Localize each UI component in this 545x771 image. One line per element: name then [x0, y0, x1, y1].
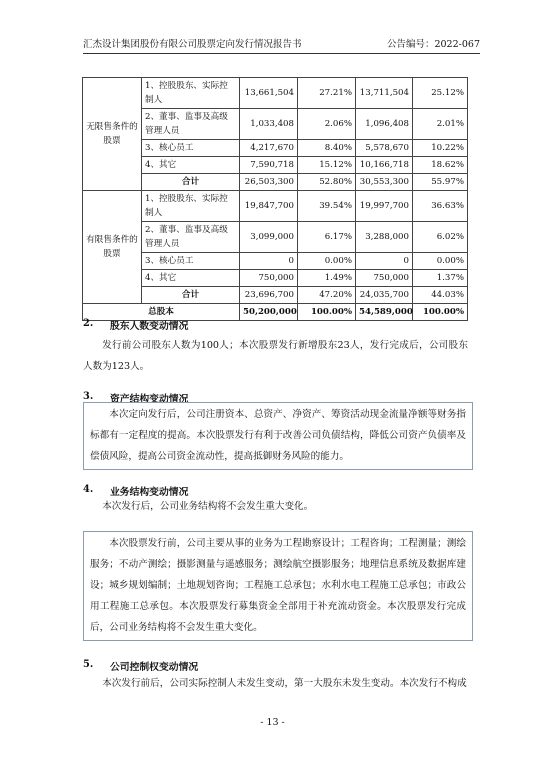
table-cell: 100.00% — [413, 304, 468, 321]
row-label: 2、董事、监事及高级管理人员 — [142, 222, 240, 253]
header-company: 汇杰设计集团股份有限公司股票定向发行情况报告书 — [83, 39, 302, 50]
table-cell: 18.62% — [413, 157, 468, 174]
table-cell: 54,589,000 — [356, 304, 413, 321]
table-cell: 750,000 — [240, 270, 298, 287]
subtotal-label: 合计 — [142, 174, 240, 191]
section-4-heading: 4. 业务结构变动情况 — [83, 484, 189, 498]
section-2-heading: 2. 股东人数变动情况 — [83, 318, 189, 332]
table-cell: 5,578,670 — [356, 140, 413, 157]
row-label: 1、控股股东、实际控制人 — [142, 78, 240, 109]
table-cell: 25.12% — [413, 78, 468, 109]
row-label: 2、董事、监事及高级管理人员 — [142, 109, 240, 140]
group-label: 无限售条件的股票 — [83, 78, 142, 191]
table-cell: 0 — [240, 253, 298, 270]
share-structure-table — [82, 77, 468, 321]
table-cell: 52.80% — [298, 174, 356, 191]
table-cell: 36.63% — [413, 191, 468, 222]
table-cell: 10,166,718 — [356, 157, 413, 174]
row-label: 1、控股股东、实际控制人 — [142, 191, 240, 222]
table-cell: 30,553,300 — [356, 174, 413, 191]
table-cell: 1.49% — [298, 270, 356, 287]
section-2-title: 股东人数变动情况 — [110, 321, 189, 332]
table-cell: 2.06% — [298, 109, 356, 140]
group-label: 有限售条件的股票 — [83, 191, 142, 304]
table-cell: 24,035,700 — [356, 287, 413, 304]
table-row — [83, 78, 468, 109]
page-header — [83, 36, 480, 54]
table-cell: 19,847,700 — [240, 191, 298, 222]
table-cell: 4,217,670 — [240, 140, 298, 157]
table-cell: 0 — [356, 253, 413, 270]
table-cell: 1.37% — [413, 270, 468, 287]
table-cell: 2.01% — [413, 109, 468, 140]
section-4-text: 本次发行后，公司业务结构将不会发生重大变化。 — [102, 501, 314, 512]
row-label: 3、核心员工 — [142, 253, 240, 270]
table-cell: 3,288,000 — [356, 222, 413, 253]
table-cell: 23,696,700 — [240, 287, 298, 304]
section-4-box: 本次股票发行前，公司主要从事的业务为工程勘察设计；工程咨询；工程测量；测绘服务；不动产测绘；摄影测量与遥感服务；测绘航空摄影服务；地理信息系统及数据库建设；城乡规划编制；土地规划咨询；工程施工总承包；水利水电工程施工总承包；市政公用工程施工总承包。本次股票发行募集资金全部用于补充流动资金。本次股票发行完成后，公司业务结构将不会发生重大变化。 — [83, 531, 473, 641]
section-2-text: 发行前公司股东人数为100人；本次股票发行新增股东23人，发行完成后，公司股东人数为123人。 — [83, 340, 468, 372]
page-number: - 13 - — [260, 717, 285, 728]
row-label: 4、其它 — [142, 270, 240, 287]
row-label: 3、核心员工 — [142, 140, 240, 157]
header-announcement-no: 公告编号：2022-067 — [386, 39, 480, 50]
section-5-text: 本次发行前后，公司实际控制人未发生变动，第一大股东未发生变动。本次发行不构成 — [102, 678, 467, 689]
subtotal-label: 合计 — [142, 287, 240, 304]
table-cell: 3,099,000 — [240, 222, 298, 253]
section-3-heading: 3. 资产结构变动情况 — [83, 391, 189, 405]
table-cell: 44.03% — [413, 287, 468, 304]
section-5-heading: 5. 公司控制权变动情况 — [83, 659, 199, 673]
row-label: 4、其它 — [142, 157, 240, 174]
table-cell: 26,503,300 — [240, 174, 298, 191]
table-cell: 6.02% — [413, 222, 468, 253]
table-cell: 8.40% — [298, 140, 356, 157]
table-cell: 13,711,504 — [356, 78, 413, 109]
table-cell: 0.00% — [413, 253, 468, 270]
table-cell: 750,000 — [356, 270, 413, 287]
table-cell: 19,997,700 — [356, 191, 413, 222]
table-cell: 10.22% — [413, 140, 468, 157]
table-cell: 7,590,718 — [240, 157, 298, 174]
grand-total-label: 总股本 — [83, 304, 240, 321]
table-row — [83, 191, 468, 222]
table-cell: 1,096,408 — [356, 109, 413, 140]
section-3-title: 资产结构变动情况 — [110, 394, 189, 405]
table-cell: 27.21% — [298, 78, 356, 109]
table-cell: 39.54% — [298, 191, 356, 222]
section-3-box: 本次定向发行后，公司注册资本、总资产、净资产、筹资活动现金流量净额等财务指标都有一定程度的提高。本次股票发行有利于改善公司负债结构，降低公司资产负债率及偿债风险，提高公司资金流动性，提高抵御财务风险的能力。 — [83, 402, 473, 470]
table-cell: 100.00% — [298, 304, 356, 321]
table-cell: 15.12% — [298, 157, 356, 174]
section-4-title: 业务结构变动情况 — [110, 487, 189, 498]
table-cell: 50,200,000 — [240, 304, 298, 321]
table-cell: 1,033,408 — [240, 109, 298, 140]
section-5-title: 公司控制权变动情况 — [110, 662, 199, 673]
table-cell: 13,661,504 — [240, 78, 298, 109]
table-cell: 47.20% — [298, 287, 356, 304]
table-cell: 55.97% — [413, 174, 468, 191]
table-cell: 0.00% — [298, 253, 356, 270]
table-cell: 6.17% — [298, 222, 356, 253]
